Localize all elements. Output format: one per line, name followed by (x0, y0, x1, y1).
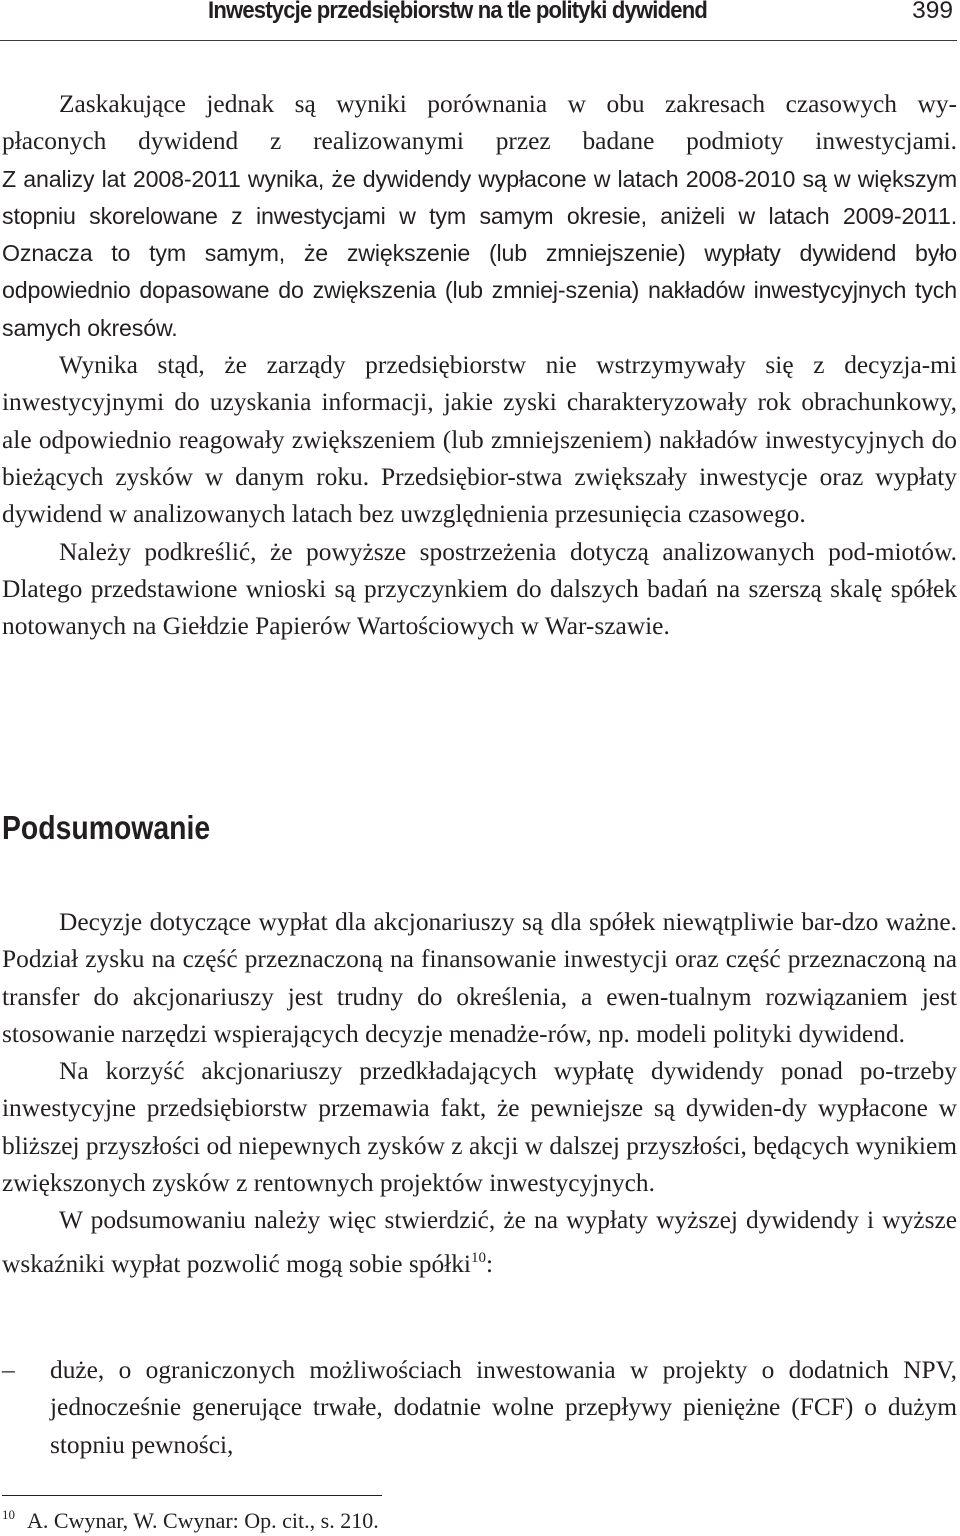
paragraph-text: W podsumowaniu należy więc stwierdzić, że na wypłaty wyższej dywidendy i wyższe wskaźniki wypłat pozwolić mogą sobie spółki (2, 1206, 957, 1278)
footnote (2, 1500, 902, 1536)
paragraph: Należy podkreślić, że powyższe spostrzeżenia dotyczą analizowanych pod-miotów. Dlatego przedstawione wnioski są przyczynkiem do dalszych badań na szerszą skalę spółek notowanych na Giełdzie Papierów Wartościowych w War-szawie. (2, 537, 957, 641)
paragraph (2, 86, 957, 123)
paragraph-line: Zaskakujące jednak są wyniki porównania w obu zakresach czasowych wy- (59, 90, 957, 118)
page-number: 399 (912, 0, 953, 24)
footnote-text: A. Cwynar, W. Cwynar: Op. cit., s. 210. (27, 1508, 379, 1533)
running-title: Inwestycje przedsiębiorstw na tle polityki dywidend (208, 0, 708, 24)
paragraph (2, 1202, 957, 1283)
paragraph-text-sans: Z analizy lat 2008-2011 wynika, że dywidendy wypłacone w latach 2008-2010 są w większym stopniu skorelowane z inwestycjami w tym samym okresie, aniżeli w latach 2009-2011. Oznacza to tym samym, że zwiększenie (lub zmniejszenie) wypłaty dywidend było odpowiednio dopasowane do zwiększenia (lub zmniej-szenia) nakładów inwestycyjnych tych samych okresów. (2, 165, 957, 341)
paragraph (2, 123, 957, 347)
footnote-divider (2, 1495, 382, 1496)
paragraph: Na korzyść akcjonariuszy przedkładających wypłatę dywidendy ponad po-trzeby inwestycyjne przedsiębiorstw przemawia fakt, że pewniejsze są dywiden-dy wypłacone w bliższej przyszłości od niepewnych zysków z akcji w dalszej przyszłości, będących wynikiem zwiększonych zysków z rentownych projektów inwestycyjnych. (2, 1057, 957, 1198)
running-header (0, 0, 957, 41)
list-item (2, 1352, 957, 1464)
paragraph: Wynika stąd, że zarządy przedsiębiorstw nie wstrzymywały się z decyzja-mi inwestycyjnymi do uzyskania informacji, jakie zyski charakteryzowały rok obrachunkowy, ale odpowiednio reagowały zwiększeniem (lub zmniejszeniem) nakładów inwestycyjnych do bieżących zysków w danym roku. Przedsiębior-stwa zwiększały inwestycje oraz wypłaty dywidend w analizowanych latach bez uwzględnienia przesunięcia czasowego. (2, 351, 957, 529)
footnote-number: 10 (2, 1507, 15, 1522)
dash-bullet: – (2, 1356, 15, 1384)
section-heading: Podsumowanie (2, 809, 211, 846)
paragraph-text-end: : (485, 1249, 494, 1278)
bullet-list (2, 1352, 957, 1464)
list-item-text: duże, o ograniczonych możliwościach inwestowania w projekty o dodatnich NPV, jednocześnie generujące trwałe, dodatnie wolne przepływy pieniężne (FCF) o dużym stopniu pewności, (50, 1356, 957, 1459)
paragraph: Decyzje dotyczące wypłat dla akcjonariuszy są dla spółek niewątpliwie bar-dzo ważne. Podział zysku na część przeznaczoną na finansowanie inwestycji oraz część przeznaczoną na transfer do akcjonariuszy jest trudny do określenia, a ewen-tualnym rozwiązaniem jest stosowanie narzędzi wspierających decyzje menadże-rów, np. modeli polityki dywidend. (2, 908, 957, 1048)
body-section-summary (2, 904, 957, 1283)
footnote-reference[interactable]: 10 (470, 1249, 486, 1266)
body-section-results (2, 86, 957, 645)
paragraph-line: płaconych dywidend z realizowanymi przez badane podmioty inwestycjami. (2, 127, 957, 156)
